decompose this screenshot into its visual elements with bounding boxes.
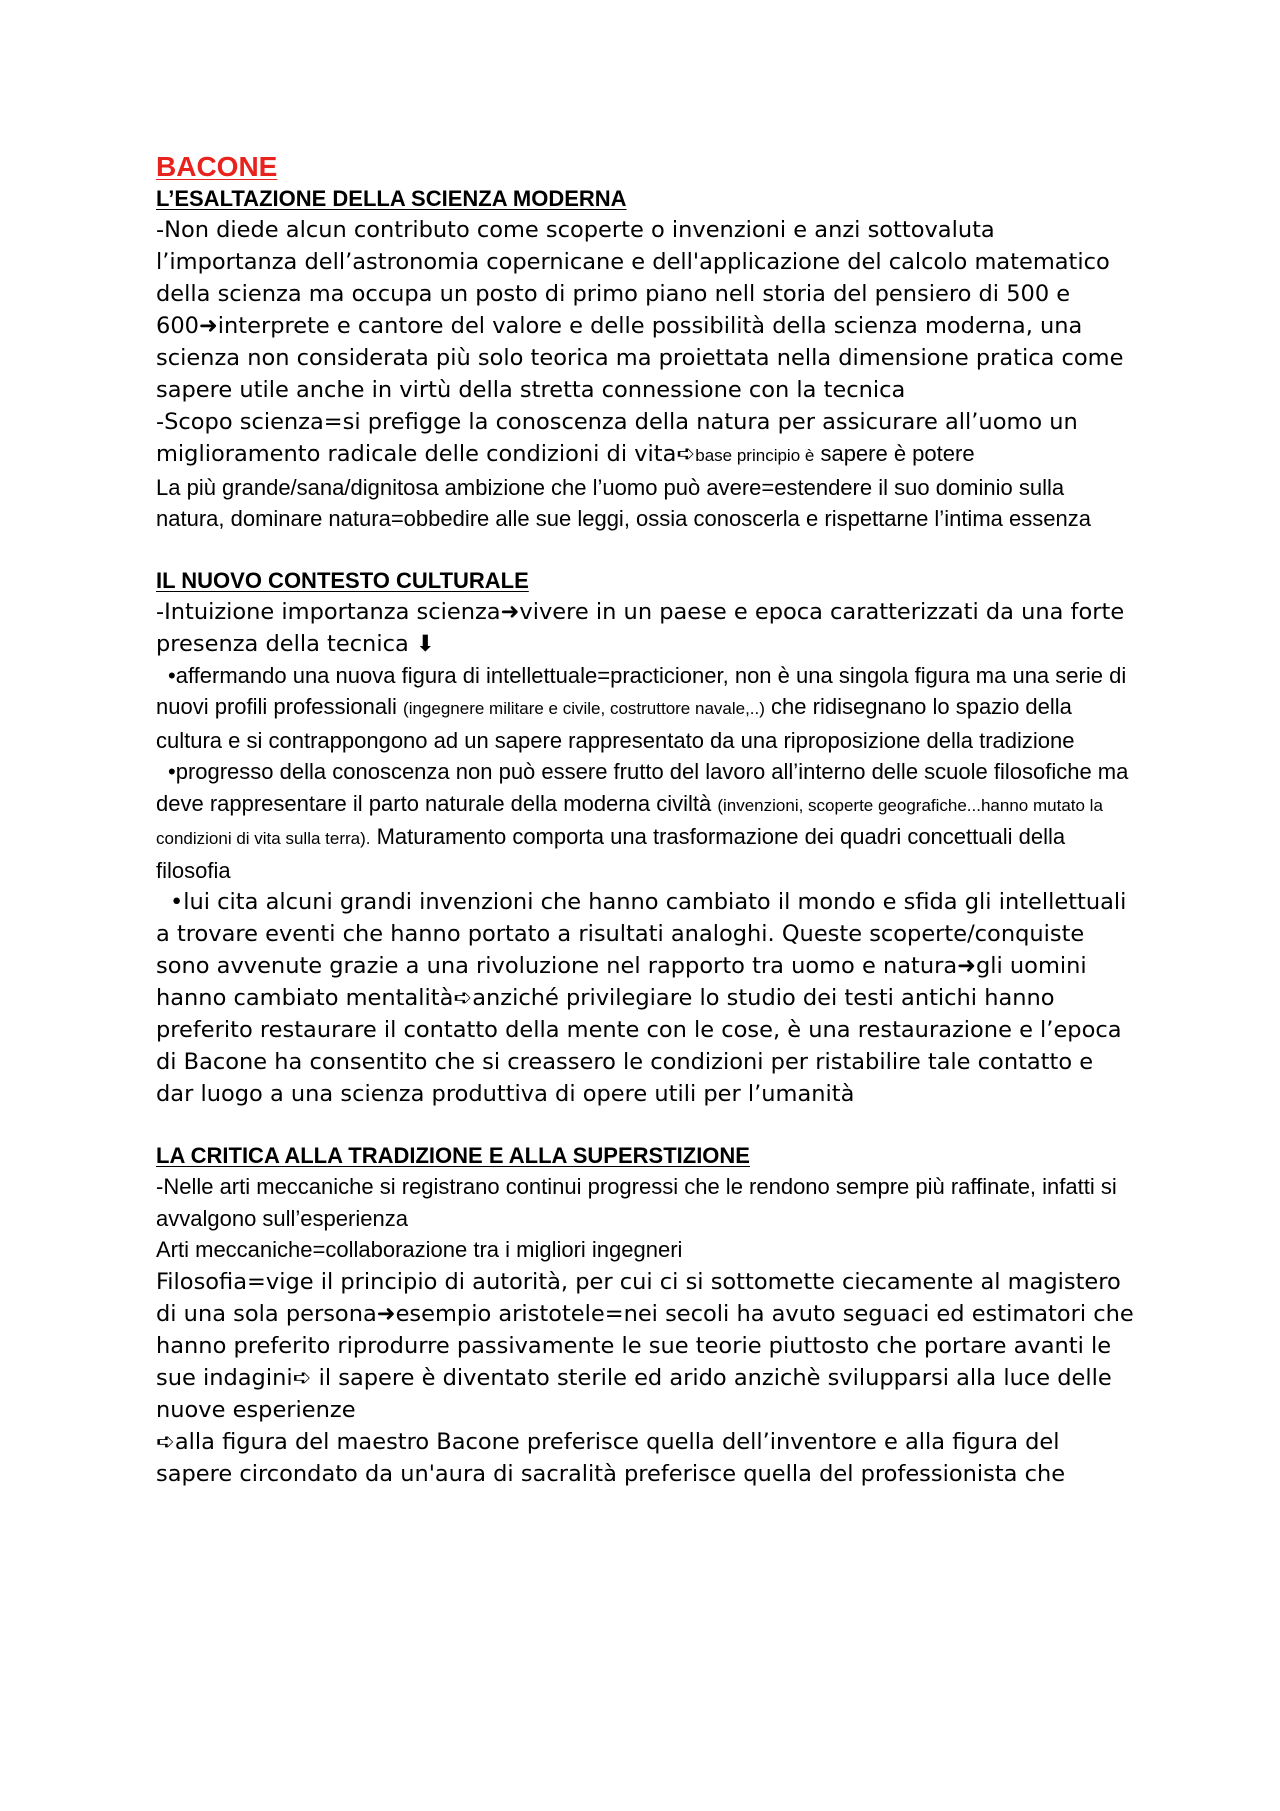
section-heading: L’ESALTAZIONE DELLA SCIENZA MODERNA (156, 186, 627, 211)
bullet-item: •lui cita alcuni grandi invenzioni che hanno cambiato il mondo e sfida gli intellettuali a trovare eventi che hanno portato a risultati analoghi. Queste scoperte/conquiste sono avvenute grazie a una rivoluzione nel rapporto tra uomo e natura➜gli uomini hanno cambiato mentalità➪anziché privilegiare lo studio dei testi antichi hanno preferito restaurare il contatto della mente con le cose, è una restaurazione e l’epoca di Bacone ha consentito che si creassero le condizioni per ristabilire tale contatto e dar luogo a una scienza produttiva di opere utili per l’umanità (156, 889, 1127, 1107)
paragraph: La più grande/sana/dignitosa ambizione che l’uomo può avere=estendere il suo dominio sulla natura, dominare natura=obbedire alle sue leggi, ossia conoscerla e rispettarne l’intima essenza (156, 474, 1091, 531)
text-run: •progresso della conoscenza non può essere frutto del lavoro all’interno delle scuole filosofiche ma deve rappresentare il parto naturale della moderna civiltà (156, 759, 1129, 816)
document-title: BACONE (156, 151, 278, 182)
text-run: che ridisegnano lo spazio della cultura e si contrappongono ad un sapere rappresentato da una riproposizione della tradizione (156, 694, 1075, 753)
paragraph: -Nelle arti meccaniche si registrano continui progressi che le rendono sempre più raffinate, infatti si avvalgono sull’esperienza (156, 1174, 1117, 1231)
section-esaltazione (156, 184, 1136, 535)
section-heading: IL NUOVO CONTESTO CULTURALE (156, 567, 529, 593)
section-contesto (156, 566, 1136, 1111)
spacer (156, 1110, 1136, 1141)
paragraph: Filosofia=vige il principio di autorità, per cui ci si sottomette ciecamente al magistero di una sola persona➜esempio aristotele=nei secoli ha avuto seguaci ed estimatori che hanno preferito riprodurre passivamente le sue teorie piuttosto che portare avanti le sue indagini➪ il sapere è diventato sterile ed arido anzichè svilupparsi alla luce delle nuove esperienze (156, 1268, 1134, 1423)
text-run-small: (ingegnere militare e civile, costruttore navale,..) (403, 699, 765, 718)
paragraph: ➪alla figura del maestro Bacone preferisce quella dell’inventore e alla figura del sapere circondato da un'aura di sacralità preferisce quella del professionista che (156, 1428, 1066, 1487)
text-run: -Scopo scienza=si prefigge la conoscenza della natura per assicurare all’uomo un miglioramento radicale delle condizioni di vita➪ (156, 409, 1078, 467)
text-run-small: base principio è (695, 446, 815, 465)
document-page (156, 150, 1136, 1490)
paragraph: Arti meccaniche=collaborazione tra i migliori ingegneri (156, 1237, 683, 1262)
section-heading: LA CRITICA ALLA TRADIZIONE E ALLA SUPERSTIZIONE (156, 1143, 750, 1168)
text-run-small: (invenzioni, scoperte geografiche...hanno mutato la condizioni di vita sulla terra). (156, 795, 1103, 848)
spacer (156, 535, 1136, 566)
paragraph: -Intuizione importanza scienza➜vivere in un paese e epoca caratterizzati da una forte presenza della tecnica ⬇ (156, 598, 1125, 657)
text-run: Maturamento comporta una trasformazione dei quadri concettuali della filosofia (156, 824, 1066, 883)
text-run: •affermando una nuova figura di intellettuale=practicioner, non è una singola figura ma una serie di nuovi profili professionali (156, 662, 1127, 719)
paragraph: -Non diede alcun contributo come scoperte o invenzioni e anzi sottovaluta l’importanza dell’astronomia copernicane e dell'applicazione del calcolo matematico della scienza ma occupa un posto di primo piano nell storia del pensiero di 500 e 600➜interprete e cantore del valore e delle possibilità della scienza moderna, una scienza non considerata più solo teorica ma proiettata nella dimensione pratica come sapere utile anche in virtù della stretta connessione con la tecnica (156, 217, 1124, 403)
bullet-item (156, 660, 1136, 757)
bullet-item (156, 756, 1136, 886)
text-run: sapere è potere (814, 441, 975, 466)
section-critica (156, 1141, 1136, 1490)
paragraph (156, 406, 1136, 472)
